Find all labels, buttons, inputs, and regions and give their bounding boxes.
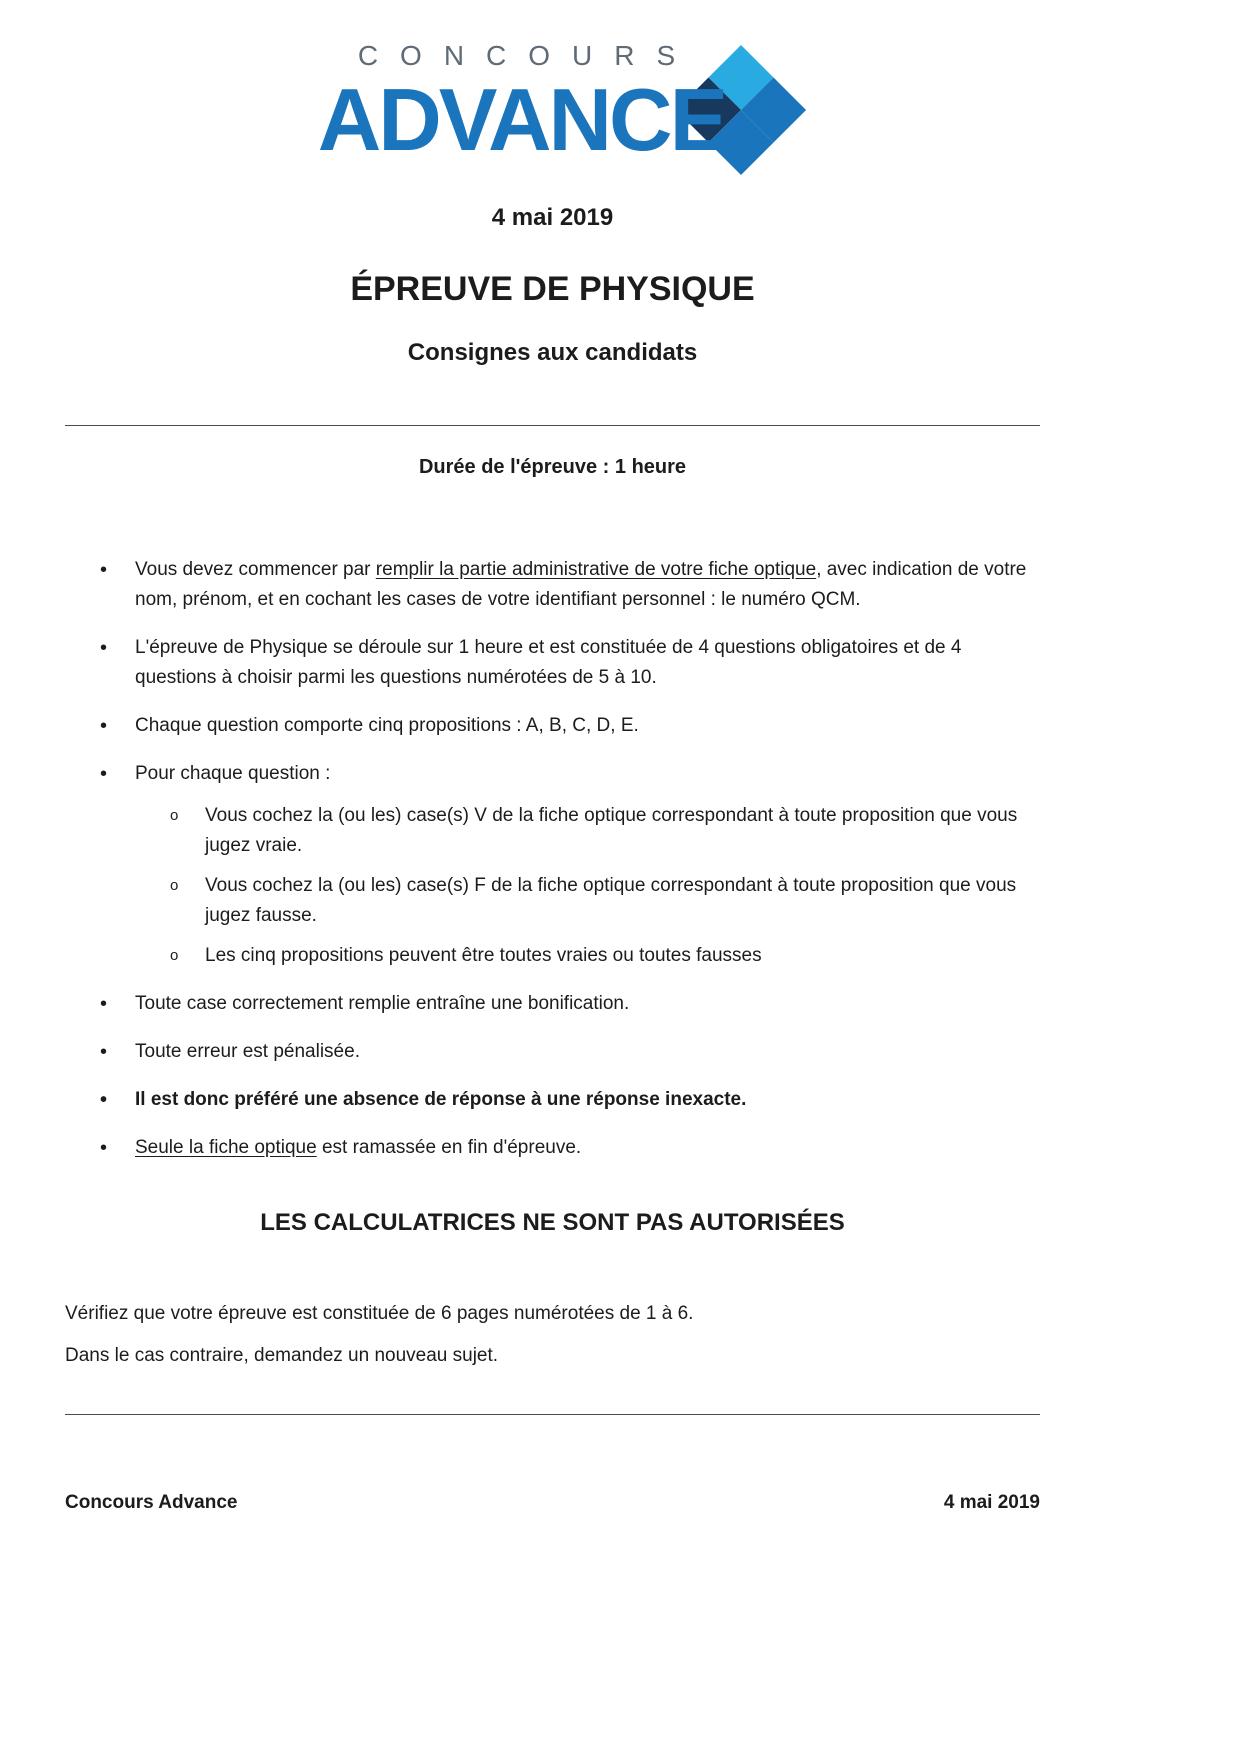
list-item-penalisee: • Toute erreur est pénalisée. [135,1037,1040,1067]
footer-right-text: 4 mai 2019 [943,1492,1040,1513]
instructions-list [65,555,1040,1163]
logo [65,0,1040,169]
top-divider [65,425,1040,426]
sub-list-item-toutes-vraies: o Les cinq propositions peuvent être toutes vraies ou toutes fausses [205,941,1040,971]
underlined-text: Seule la fiche optique [135,1137,317,1158]
exam-date: 4 mai 2019 [491,204,614,231]
sub-list-item-case-v: o Vous cochez la (ou les) case(s) V de la fiche optique correspondant à toute proposition que vous jugez vraie. [205,801,1040,861]
underlined-text: remplir la partie administrative de votre fiche optique [375,559,817,580]
text-segment: est ramassée en fin d'épreuve. [316,1137,582,1158]
logo-concours-text: CONCOURS [357,40,698,71]
page-footer [65,1492,1040,1514]
paragraph-new-subject: Dans le cas contraire, demandez un nouveau sujet. [65,1345,499,1366]
text-segment: , avec indication de votre nom, prénom, et en cochant les cases de votre identifiant personnel : le numéro QCM. [135,559,1027,610]
footer-left-text: Concours Advance [65,1492,238,1513]
logo-advance-text: ADVANCE [317,70,726,169]
list-item-ramassee [135,1133,1040,1163]
list-item-absence-reponse: • Il est donc préféré une absence de réponse à une réponse inexacte. [135,1085,1040,1115]
list-item-propositions: • Chaque question comporte cinq propositions : A, B, C, D, E. [135,711,1040,741]
text-segment: Vous devez commencer par [135,559,376,580]
list-item-fiche-optique [135,555,1040,615]
logo-text [317,40,726,169]
list-item-bonification: • Toute case correctement remplie entraîne une bonification. [135,989,1040,1019]
list-item-pour-chaque-question [135,759,1040,971]
text-segment: Pour chaque question : [135,763,331,784]
exam-subtitle: Consignes aux candidats [407,339,698,366]
exam-title: ÉPREUVE DE PHYSIQUE [350,270,755,308]
calculators-notice: LES CALCULATRICES NE SONT PAS AUTORISÉES [260,1209,845,1236]
bottom-divider [65,1414,1040,1415]
sub-instructions-list [135,801,1040,971]
paragraph-verify-pages: Vérifiez que votre épreuve est constituée de 6 pages numérotées de 1 à 6. [65,1303,694,1324]
exam-duration: Durée de l'épreuve : 1 heure [418,456,687,478]
list-item-duree-epreuve: • L'épreuve de Physique se déroule sur 1 heure et est constituée de 4 questions obligatoires et de 4 questions à choisir parmi les questions numérotées de 5 à 10. [135,633,1040,693]
logo-inner [317,40,788,169]
sub-list-item-case-f: o Vous cochez la (ou les) case(s) F de la fiche optique correspondant à toute proposition que vous jugez fausse. [205,871,1040,931]
